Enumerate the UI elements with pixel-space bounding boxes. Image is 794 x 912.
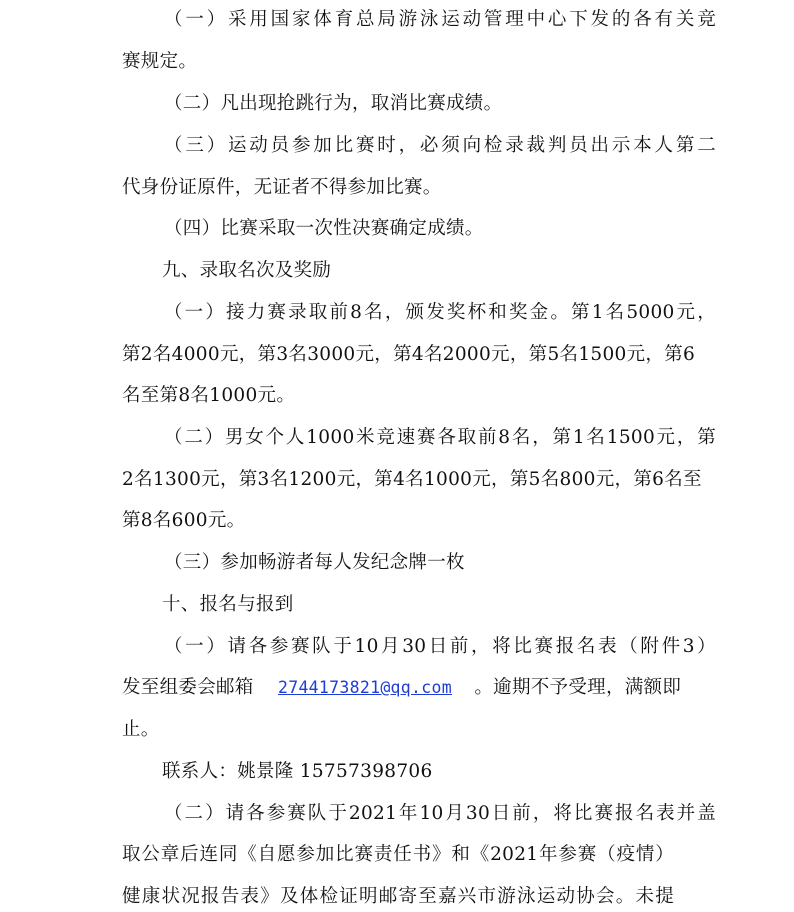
paragraph-line: （二）请各参赛队于2021年10月30日前，将比赛报名表并盖: [164, 803, 716, 824]
paragraph-text: 。逾期不予受理，满额即: [474, 677, 682, 698]
paragraph-line: 赛规定。: [122, 51, 198, 72]
paragraph-line: 2名1300元，第3名1200元，第4名1000元，第5名800元，第6名至: [122, 469, 702, 490]
paragraph-line: （四）比赛采取一次性决赛确定成绩。: [164, 218, 484, 239]
paragraph-line: 代身份证原件，无证者不得参加比赛。: [122, 177, 442, 198]
paragraph-line: [122, 673, 682, 703]
paragraph-line: 取公章后连同《自愿参加比赛责任书》和《2021年参赛（疫情）: [122, 844, 674, 865]
paragraph-line: （一）接力赛录取前8名，颁发奖杯和奖金。第1名5000元，: [164, 302, 716, 323]
paragraph-line: （三）参加畅游者每人发纪念牌一枚: [164, 552, 465, 573]
paragraph-text: 发至组委会邮箱: [122, 677, 254, 698]
paragraph-line: 第2名4000元，第3名3000元，第4名2000元，第5名1500元，第6: [122, 344, 696, 365]
paragraph-line: （三）运动员参加比赛时，必须向检录裁判员出示本人第二: [164, 135, 716, 156]
paragraph-line: 第8名600元。: [122, 510, 246, 531]
paragraph-line: 止。: [122, 719, 160, 740]
paragraph-line: （二）凡出现抢跳行为，取消比赛成绩。: [164, 93, 503, 114]
paragraph-line: （一）请各参赛队于10月30日前，将比赛报名表（附件3）: [164, 636, 716, 657]
paragraph-line: 健康状况报告表》及体检证明邮寄至嘉兴市游泳运动协会。未提: [122, 886, 674, 907]
section-heading: 九、录取名次及奖励: [162, 260, 332, 281]
email-link[interactable]: 2744173821@qq.com: [277, 678, 452, 697]
paragraph-line: （二）男女个人1000米竞速赛各取前8名，第1名1500元，第: [164, 427, 716, 448]
paragraph-line: （一）采用国家体育总局游泳运动管理中心下发的各有关竞: [164, 9, 716, 30]
section-heading: 十、报名与报到: [162, 594, 294, 615]
contact-line: 联系人：姚景隆 15757398706: [162, 761, 433, 782]
paragraph-line: 名至第8名1000元。: [122, 385, 296, 406]
